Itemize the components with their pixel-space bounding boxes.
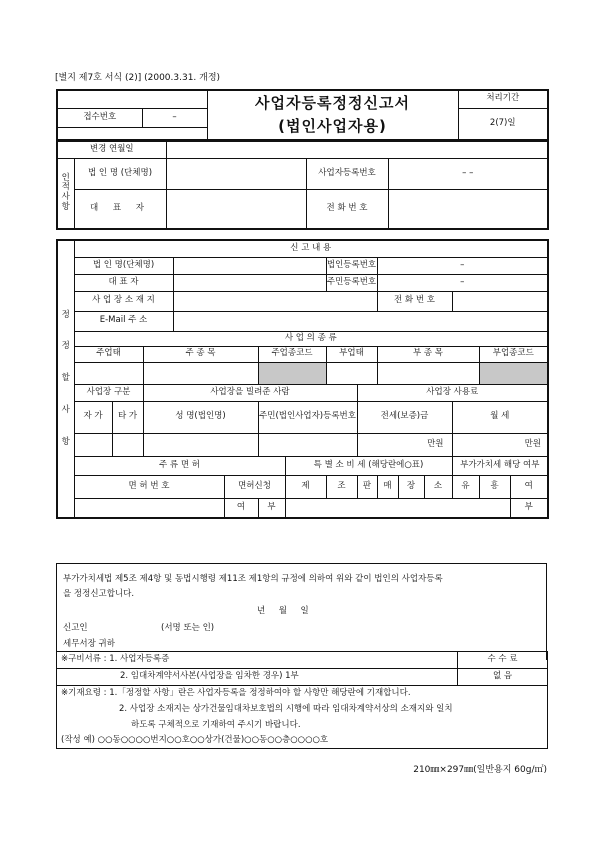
docs-table: [56, 651, 548, 749]
biz-reg-no-label: 사업자등록번호: [306, 158, 388, 189]
receipt-value: –: [142, 108, 207, 127]
resident-no-label: 주민등록번호: [326, 274, 377, 291]
address-label: 사 업 장 소 재 지: [74, 291, 173, 311]
corp-reg-no-label: 법인등록번호: [326, 257, 377, 274]
notes-line-2b: 하도록 구체적으로 기재하여 주시기 바랍니다.: [57, 718, 548, 734]
tax-col-production: 조: [326, 475, 357, 498]
vat-no-label[interactable]: 부: [510, 498, 548, 518]
vat-applicable-label: 부가가치세 해당 여부: [452, 456, 548, 475]
form-reference: [별지 제7호 서식 (2)] (2000.3.31. 개정): [55, 73, 221, 83]
signature-note[interactable]: (서명 또는 인): [161, 623, 215, 633]
representative-field[interactable]: [166, 189, 306, 229]
lender-name-label: 성 명(법인명): [143, 401, 258, 433]
workplace-fee-label: 사업장 사용료: [357, 384, 548, 401]
declaration-text-2: 을 정정신고합니다.: [63, 589, 135, 599]
sub-code-label: 부업종코드: [479, 346, 548, 362]
corp-name-label-2: 법 인 명(단체명): [74, 257, 173, 274]
tax-col-site: 소: [424, 475, 452, 498]
email-label: E-Mail 주 소: [74, 311, 173, 331]
sub-item-field[interactable]: [377, 362, 479, 384]
own-field[interactable]: [74, 433, 112, 456]
phone-field-2[interactable]: [452, 291, 548, 311]
tax-col-amusement: 흥: [479, 475, 510, 498]
form-header: [56, 89, 549, 141]
receipt-label: 접수번호: [57, 108, 142, 127]
notes-example: (작성 예) ○○동○○○○번지○○호○○상가(건물)○○동○○층○○○○호: [57, 734, 548, 749]
rent-label: 타 가: [112, 401, 143, 433]
tax-col-sell: 매: [377, 475, 398, 498]
monthly-rent-label: 월 세: [452, 401, 548, 433]
workplace-type-label: 사업장 구분: [74, 384, 143, 401]
docs-line-1: ※구비서류 : 1. 사업자등록증: [57, 652, 458, 669]
liquor-license-label: 주 류 면 허: [74, 456, 285, 475]
tax-col-entertain: 유: [452, 475, 479, 498]
fee-label: 수 수 료: [458, 652, 548, 669]
corp-name-field-2[interactable]: [173, 257, 326, 274]
form-title-cell: [207, 90, 458, 140]
tax-col-manufacture: 제: [285, 475, 326, 498]
processing-label: 처리기간: [458, 90, 548, 108]
phone-label-2: 전 화 번 호: [377, 291, 452, 311]
address-field[interactable]: [173, 291, 377, 311]
corp-reg-no-field[interactable]: –: [377, 257, 548, 274]
license-apply-yes[interactable]: 여: [224, 498, 258, 518]
special-tax-field[interactable]: [285, 498, 510, 518]
biz-reg-no-field[interactable]: – –: [388, 158, 548, 189]
report-content-header: 신 고 내 용: [74, 240, 548, 257]
email-field[interactable]: [173, 311, 548, 331]
deposit-label: 전세(보증)금: [357, 401, 452, 433]
processing-value: 2(7)일: [458, 108, 548, 140]
sub-item-label: 부 종 목: [377, 346, 479, 362]
resident-no-field[interactable]: –: [377, 274, 548, 291]
phone-label: 전 화 번 호: [306, 189, 388, 229]
form-title: 사업자등록정정신고서: [255, 93, 410, 112]
corp-name-label: 법 인 명 (단체명): [74, 158, 166, 189]
tax-office-addressee: 세무서장 귀하: [63, 639, 115, 649]
declaration-date[interactable]: 년 월 일: [257, 606, 309, 616]
lender-name-field[interactable]: [143, 433, 258, 456]
declaration-box: [56, 563, 547, 660]
paper-size-note: 210㎜×297㎜(일반용지 60g/㎡): [413, 765, 547, 775]
rent-field[interactable]: [112, 433, 143, 456]
form-subtitle: (법인사업자용): [278, 117, 387, 135]
biz-type-header: 사 업 의 종 류: [74, 331, 548, 346]
main-business-field[interactable]: [74, 362, 143, 384]
identity-side-label: 인 적 사 항: [57, 158, 74, 229]
sub-code-field: [479, 362, 548, 384]
monthly-rent-field[interactable]: 만원: [452, 433, 548, 456]
main-code-label: 주업종코드: [258, 346, 326, 362]
main-item-label: 주 종 목: [143, 346, 258, 362]
change-date-label: 변경 연월일: [57, 141, 166, 158]
representative-label: 대 표 자: [74, 189, 166, 229]
phone-field[interactable]: [388, 189, 548, 229]
license-apply-no[interactable]: 부: [258, 498, 285, 518]
main-item-field[interactable]: [143, 362, 258, 384]
fee-value: 없 음: [458, 669, 548, 686]
representative-field-2[interactable]: [173, 274, 326, 291]
license-no-label: 면 허 번 호: [74, 475, 224, 498]
special-tax-label: 특 별 소 비 세 (해당란에○표): [285, 456, 452, 475]
notes-line-1: ※기재요령 : 1.「정정할 사항」란은 사업자등록을 정정하여야 할 사항만 해당란에 기재합니다.: [57, 686, 548, 702]
tax-col-place: 장: [398, 475, 424, 498]
notes-line-2a: 2. 사업장 소재지는 상가건물임대차보호법의 시행에 따라 임대차계약서상의 소재지와 일치: [57, 702, 548, 718]
change-date-field[interactable]: [166, 141, 548, 158]
vat-yes-label: 여: [510, 475, 548, 498]
identity-section: [56, 140, 549, 230]
corp-name-field[interactable]: [166, 158, 306, 189]
reporter-label: 신고인: [63, 623, 88, 633]
sub-business-field[interactable]: [326, 362, 377, 384]
lender-id-field[interactable]: [258, 433, 357, 456]
docs-line-2: 2. 임대차계약서사본(사업장을 임차한 경우) 1부: [57, 669, 458, 686]
lender-id-label: 주민(법인사업자)등록번호: [258, 401, 357, 433]
deposit-field[interactable]: 만원: [357, 433, 452, 456]
correction-section: [56, 239, 549, 519]
representative-label-2: 대 표 자: [74, 274, 173, 291]
license-apply-label: 면허신청: [224, 475, 285, 498]
correction-side-label: 정 정 할 사 항: [57, 240, 74, 518]
lender-label: 사업장을 빌려준 사람: [143, 384, 357, 401]
sub-business-label: 부업태: [326, 346, 377, 362]
main-code-field: [258, 362, 326, 384]
main-business-label: 주업태: [74, 346, 143, 362]
license-no-field[interactable]: [74, 498, 224, 518]
own-label: 자 가: [74, 401, 112, 433]
declaration-text-1: 부가가치세법 제5조 제4항 및 동법시행령 제11조 제1항의 규정에 의하여 위와 같이 법인의 사업자등록: [63, 574, 443, 584]
tax-col-sale: 판: [357, 475, 377, 498]
